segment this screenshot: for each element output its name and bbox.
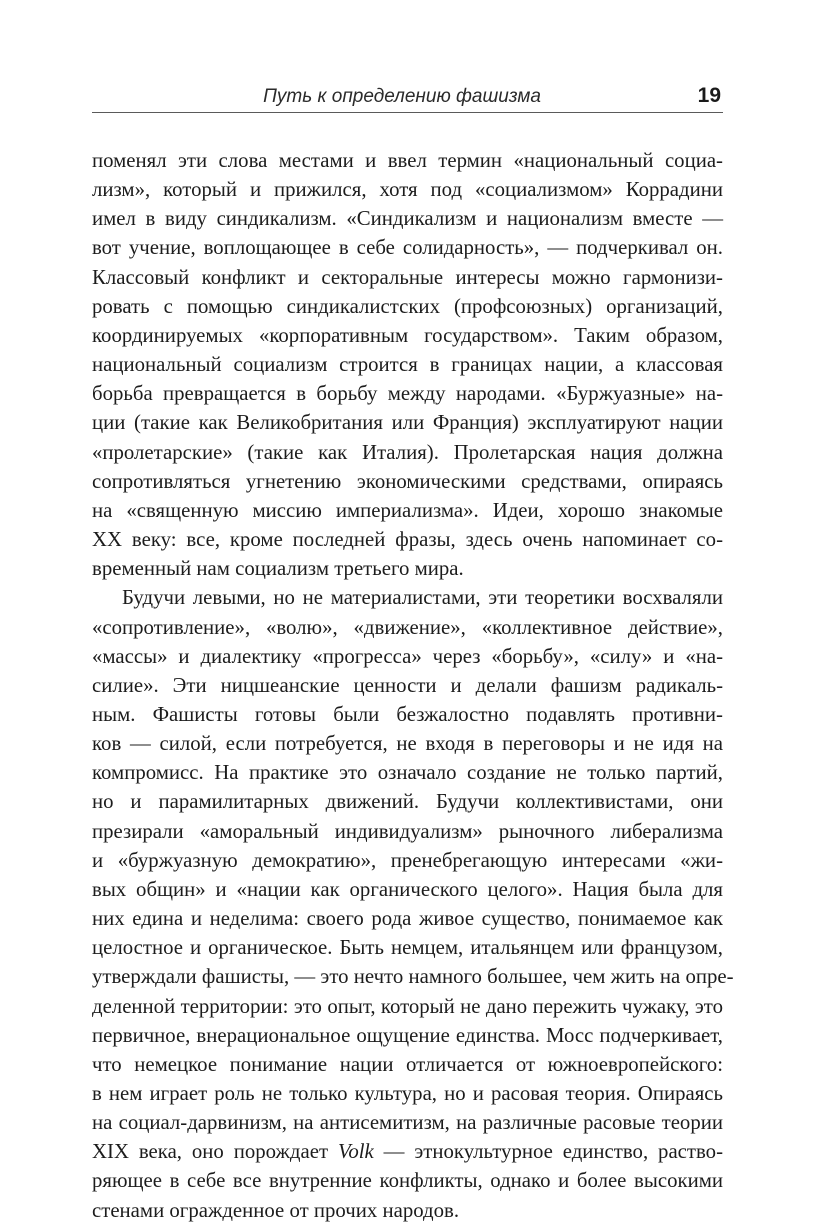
text-line: ков — силой, если потребуется, не входя в переговоры и не идя на bbox=[92, 732, 723, 756]
text-line: «сопротивление», «волю», «движение», «коллективное действие», bbox=[92, 615, 723, 639]
text-line: вых общин» и «нации как органического целого». Нация была для bbox=[92, 877, 723, 901]
text-line: первичное, внерациональное ощущение единства. Мосс подчеркивает, bbox=[92, 1023, 723, 1047]
text-line: ным. Фашисты готовы были безжалостно подавлять противни- bbox=[92, 702, 723, 726]
text-line: деленной территории: это опыт, который не дано пережить чужаку, это bbox=[92, 994, 723, 1018]
text-line: сопротивляться угнетению экономическими средствами, опираясь bbox=[92, 469, 723, 493]
text-line: координируемых «корпоративным государством». Таким образом, bbox=[92, 323, 723, 347]
text-line: стенами огражденное от прочих народов. bbox=[92, 1198, 460, 1222]
text-line: них едина и неделима: своего рода живое существо, понимаемое как bbox=[92, 907, 723, 931]
text-line: лизм», который и прижился, хотя под «социализмом» Коррадини bbox=[92, 178, 723, 202]
text-line: ровать с помощью синдикалистских (профсоюзных) организаций, bbox=[92, 294, 723, 318]
running-title: Путь к определению фашизма bbox=[263, 86, 541, 107]
running-header bbox=[92, 82, 723, 113]
text-line: XX веку: все, кроме последней фразы, здесь очень напоминает со- bbox=[92, 528, 723, 552]
text-line: и «буржуазную демократию», пренебрегающую интересами «жи- bbox=[92, 848, 723, 872]
text-line: ряющее в себе все внутренние конфликты, однако и более высокими bbox=[92, 1169, 723, 1193]
text-line: на «священную миссию империализма». Идеи, хорошо знакомые bbox=[92, 498, 723, 522]
body-text bbox=[92, 146, 734, 1225]
text-line: на социал-дарвинизм, на антисемитизм, на различные расовые теории bbox=[92, 1111, 723, 1135]
text-line: имел в виду синдикализм. «Синдикализм и национализм вместе — bbox=[92, 207, 723, 231]
text-line: компромисс. На практике это означало создание не только партий, bbox=[92, 761, 723, 785]
page-number: 19 bbox=[697, 84, 721, 107]
text-line: «пролетарские» (такие как Италия). Пролетарская нация должна bbox=[92, 440, 723, 464]
text-line: «массы» и диалектику «прогресса» через «борьбу», «силу» и «на- bbox=[92, 644, 723, 668]
text-line: в нем играет роль не только культура, но и расовая теория. Опираясь bbox=[92, 1082, 723, 1105]
text-line: поменял эти слова местами и ввел термин «национальный социа- bbox=[92, 149, 723, 172]
text-line: национальный социализм строится в границах нации, а классовая bbox=[92, 353, 723, 377]
paragraph-2 bbox=[92, 583, 734, 1224]
text-line: ции (такие как Великобритания или Франция) эксплуатируют нации bbox=[92, 411, 723, 435]
text-line: что немецкое понимание нации отличается от южноевропейского: bbox=[92, 1052, 723, 1076]
paragraph-1 bbox=[92, 146, 723, 583]
text-line: Будучи левыми, но не материалистами, эти теоретики восхваляли bbox=[122, 586, 723, 610]
text-line: борьба превращается в борьбу между народами. «Буржуазные» на- bbox=[92, 382, 723, 406]
text-line: вот учение, воплощающее в себе солидарность», — подчеркивал он. bbox=[92, 236, 723, 260]
text-line: презирали «аморальный индивидуализм» рыночного либерализма bbox=[92, 819, 723, 843]
text-line: временный нам социализм третьего мира. bbox=[92, 557, 464, 581]
text-line-with-italic-term: XIX века, оно порождает Volk — этнокультурное единство, раство- bbox=[92, 1140, 723, 1164]
text-line: Классовый конфликт и секторальные интересы можно гармонизи- bbox=[92, 265, 723, 289]
text-line: силие». Эти ницшеанские ценности и делали фашизм радикаль- bbox=[92, 673, 723, 697]
text-line: целостное и органическое. Быть немцем, итальянцем или французом, bbox=[92, 936, 723, 960]
text-line: но и парамилитарных движений. Будучи коллективистами, они bbox=[92, 790, 723, 814]
text-line: утверждали фашисты, — это нечто намного большее, чем жить на опре- bbox=[92, 965, 734, 989]
italic-term: Volk bbox=[337, 1140, 374, 1164]
